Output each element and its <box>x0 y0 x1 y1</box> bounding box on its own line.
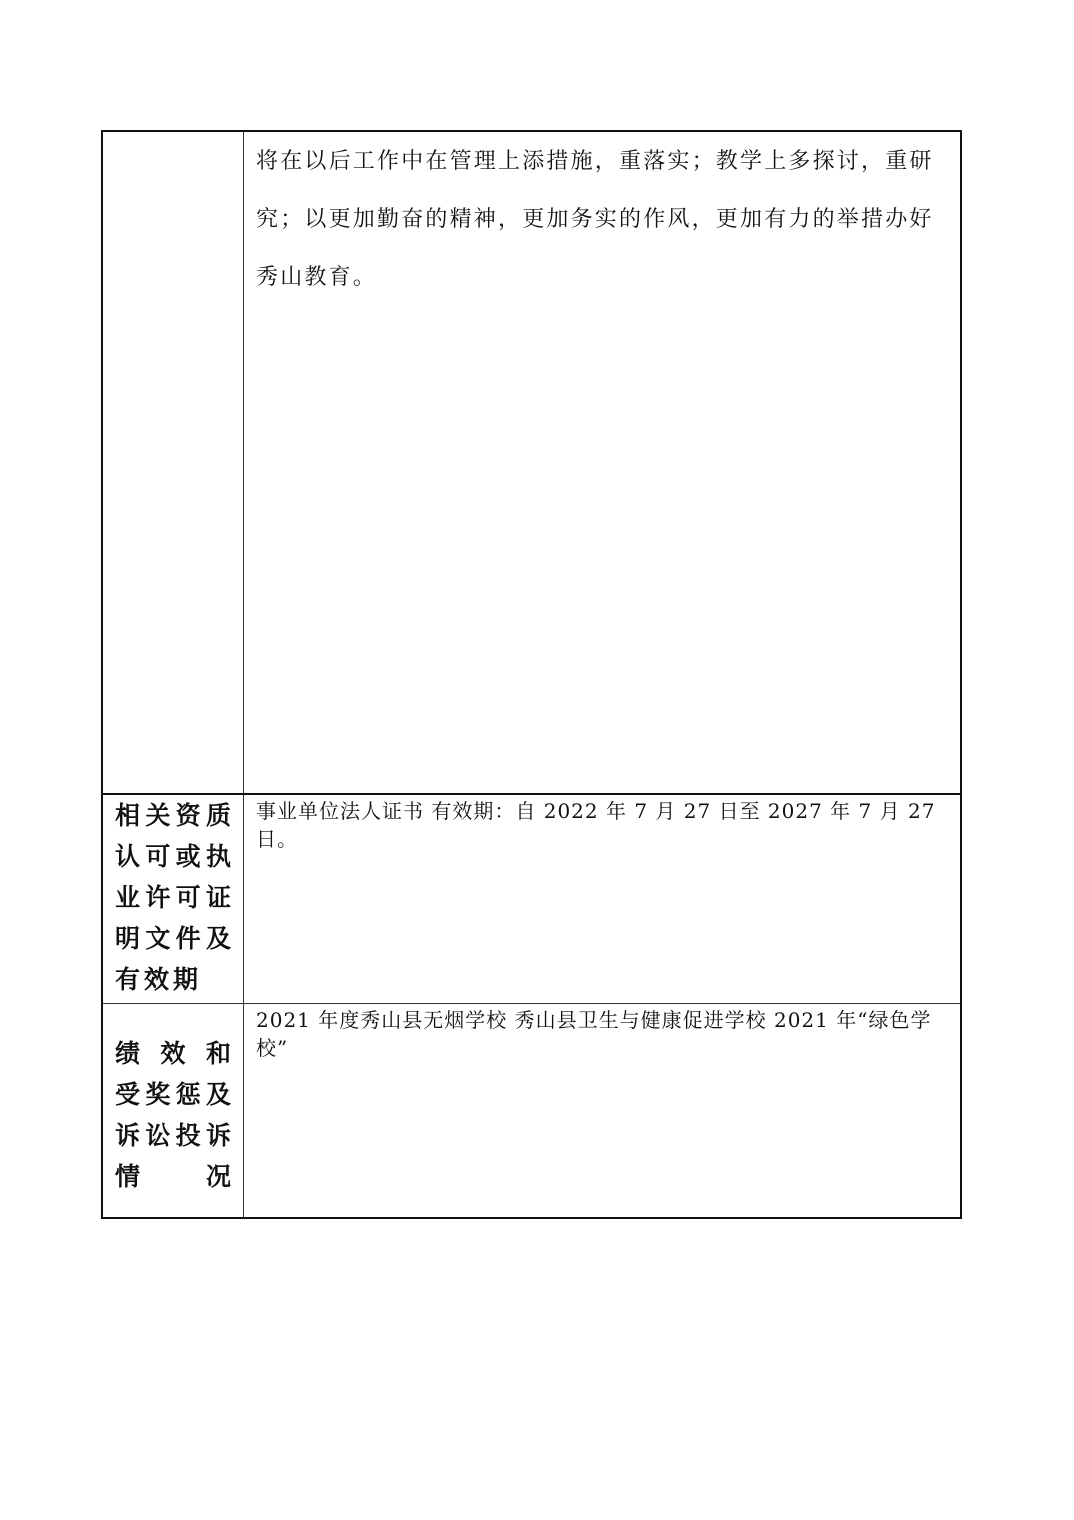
performance-label <box>103 1004 244 1217</box>
qualification-label-line-1: 相关资质 <box>115 801 235 830</box>
qualification-text: 事业单位法人证书 有效期：自 2022 年 7 月 27 日至 2027 年 7 月 27 日。 <box>256 799 936 851</box>
summary-cell <box>244 132 960 793</box>
qualification-label-line-3: 业许可证 <box>115 883 235 912</box>
table-row-performance <box>103 1003 960 1217</box>
qualification-label-line-5: 有效期 <box>115 965 203 994</box>
qualification-cell <box>244 795 960 1003</box>
table-row-qualification <box>103 795 960 1003</box>
info-table <box>101 130 962 1219</box>
performance-cell <box>244 1004 960 1217</box>
qualification-label-line-4: 明文件及 <box>115 924 235 953</box>
performance-label-line-1: 绩效和 <box>115 1039 235 1068</box>
qualification-label-line-2: 认可或执 <box>115 842 235 871</box>
qualification-label <box>103 795 244 1003</box>
performance-text: 2021 年度秀山县无烟学校 秀山县卫生与健康促进学校 2021 年“绿色学校” <box>256 1008 932 1060</box>
summary-text: 将在以后工作中在管理上添措施，重落实；教学上多探讨，重研究；以更加勤奋的精神，更加务实的作风，更加有力的举措办好秀山教育。 <box>256 149 934 290</box>
performance-label-line-2: 受奖惩及 <box>115 1080 235 1109</box>
performance-label-line-3: 诉讼投诉 <box>115 1121 235 1150</box>
table-row-summary <box>103 132 960 795</box>
row-label-empty <box>103 132 244 793</box>
performance-label-line-4: 情况 <box>115 1162 235 1191</box>
